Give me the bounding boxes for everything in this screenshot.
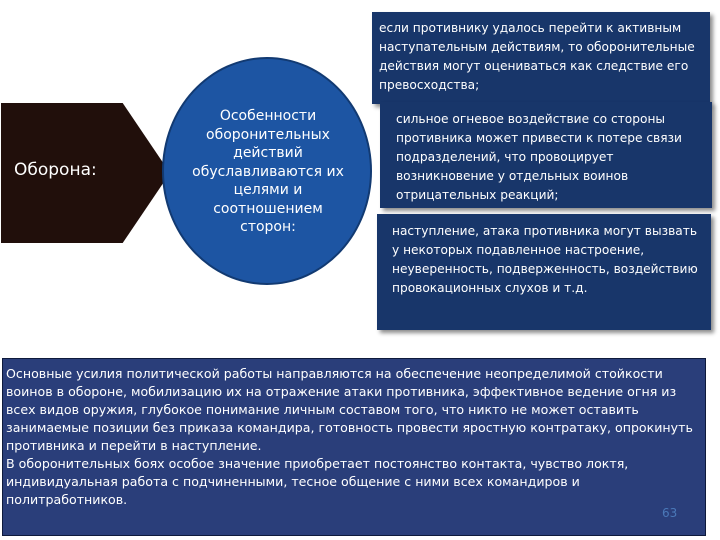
page-number: 63 [662,506,678,520]
reason-box-2: сильное огневое воздействие со стороны противника может привести к потере связи подразделений, что провоцирует возникновение у отдельных воинов отрицательных реакций; [380,102,712,208]
summary-paragraph-1: Основные усилия политической работы направляются на обеспечение неопределимой стойкости воинов в обороне, мобилизацию их на отражение атаки противника, эффективное ведение огня из всех видов оружия, глубокое понимание личным составом того, что никто не может оставить занимаемые позиции без приказа командира, готовность провести яростную контратаку, опрокинуть противника и перейти в наступление. [6,366,693,453]
center-circle-text: Особенности оборонительных действий обуславливаются их целями и соотношением сторон: [192,108,344,235]
defense-label: Оборона: [14,160,97,180]
reason-box-3: наступление, атака противника могут вызвать у некоторых подавленное настроение, неуверенность, подверженность, воздействию провокационных слухов и т.д. [377,214,711,330]
reason-box-1: если противнику удалось перейти к активным наступательным действиям, то оборонительные действия могут оцениваться как следствие его превосходства; [372,12,710,104]
summary-panel [2,358,706,536]
summary-paragraph-2: В оборонительных боях особое значение приобретает постоянство контакта, чувство локтя, индивидуальная работа с подчиненными, тесное общение с ними всех командиров и политработников. [6,456,629,507]
